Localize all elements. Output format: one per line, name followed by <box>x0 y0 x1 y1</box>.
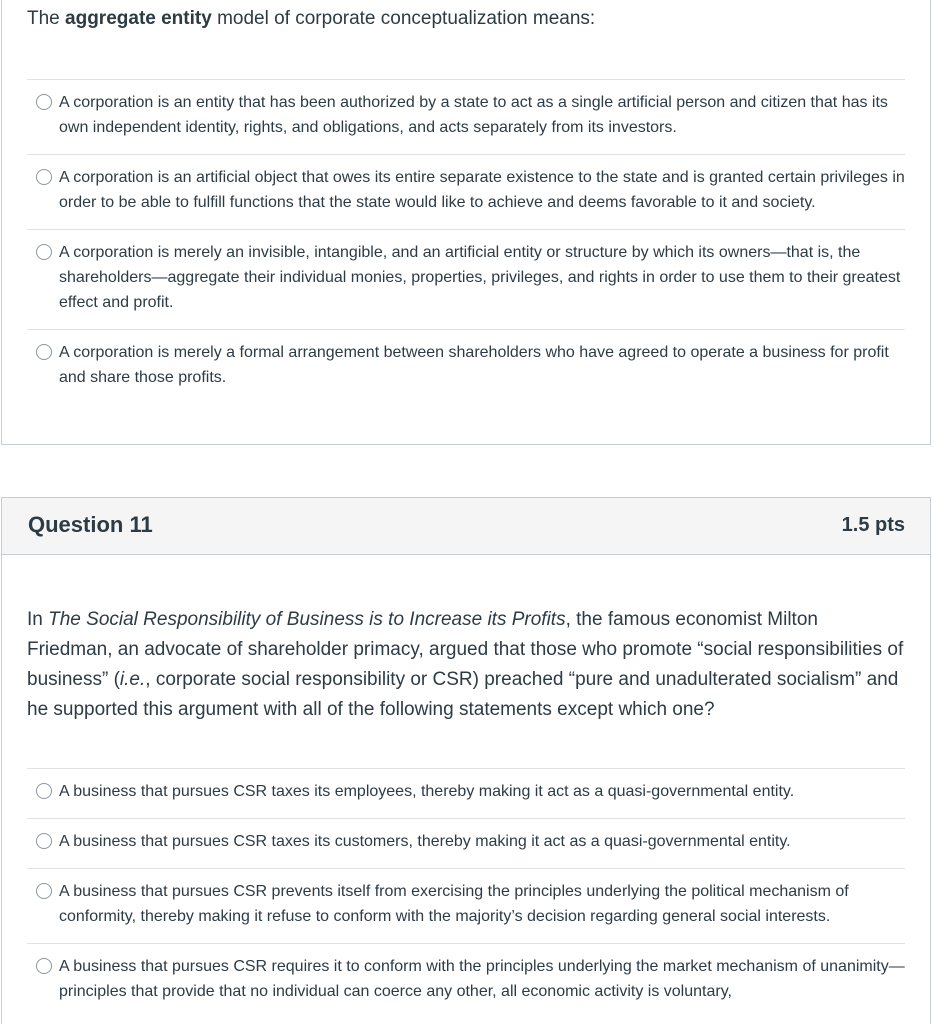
answer-label: A business that pursues CSR requires it to conform with the principles underlying the market mechanism of unanimity—principles that provide that no individual can coerce any other, all economic activity is voluntary, <box>59 958 905 1000</box>
answer-label: A corporation is merely a formal arrangement between shareholders who have agreed to operate a business for profit and share those profits. <box>59 344 889 386</box>
answer-label: A business that pursues CSR taxes its customers, thereby making it act as a quasi-governmental entity. <box>59 833 791 850</box>
radio-button[interactable] <box>36 883 52 899</box>
question-points: 1.5 pts <box>841 514 905 536</box>
question-header <box>2 498 930 555</box>
answer-label: A business that pursues CSR taxes its employees, thereby making it act as a quasi-governmental entity. <box>59 783 795 800</box>
answer-option[interactable] <box>27 329 905 404</box>
question-10-text <box>27 4 910 34</box>
question-text-segment: , corporate social responsibility or CSR) preached “pure and unadulterated socialism” and he supported this argument with all of the following statements except which one? <box>27 669 899 720</box>
radio-button[interactable] <box>36 958 52 974</box>
answer-label: A corporation is merely an invisible, intangible, and an artificial entity or structure by which its owners—that is, the shareholders—aggregate their individual monies, properties, privileges, and rights in order to use them to their greatest effect and profit. <box>59 244 901 311</box>
question-text-bold: aggregate entity <box>65 8 212 29</box>
radio-button[interactable] <box>36 94 52 110</box>
radio-button[interactable] <box>36 244 52 260</box>
answer-option[interactable] <box>27 768 905 818</box>
answer-option[interactable] <box>27 818 905 868</box>
question-title: Question 11 <box>28 512 153 537</box>
question-text-italic: i.e. <box>119 669 146 690</box>
question-text-segment: , the famous economist Milton Friedman, an advocate of shareholder primacy, argued that those who promote “social responsibilities of business” ( <box>27 609 904 690</box>
answer-label: A corporation is an entity that has been authorized by a state to act as a single artificial person and citizen that has its own independent identity, rights, and obligations, and acts separately from its investors. <box>59 94 888 136</box>
answer-option[interactable] <box>27 79 905 154</box>
answer-label: A corporation is an artificial object that owes its entire separate existence to the state and is granted certain privileges in order to be able to fulfill functions that the state would like to achieve and deems favorable to it and society. <box>59 169 905 211</box>
question-text-segment: model of corporate conceptualization means: <box>211 8 596 29</box>
answer-option[interactable] <box>27 154 905 229</box>
question-10-answers <box>27 79 905 404</box>
question-text-segment: In <box>27 609 49 630</box>
answer-option[interactable] <box>27 868 905 943</box>
radio-button[interactable] <box>36 783 52 799</box>
radio-button[interactable] <box>36 344 52 360</box>
question-text-segment: The <box>27 8 66 29</box>
radio-button[interactable] <box>36 833 52 849</box>
answer-option[interactable] <box>27 943 905 1018</box>
question-text-italic: The Social Responsibility of Business is to Increase its Profits <box>48 609 566 630</box>
radio-button[interactable] <box>36 169 52 185</box>
question-11-text <box>27 605 908 725</box>
question-11-answers <box>27 768 905 1018</box>
question-11-card <box>1 497 931 1024</box>
answer-label: A business that pursues CSR prevents itself from exercising the principles underlying the political mechanism of conformity, thereby making it refuse to conform with the majority’s decision regarding general social interests. <box>59 883 849 925</box>
question-10-card <box>1 0 931 445</box>
answer-option[interactable] <box>27 229 905 329</box>
